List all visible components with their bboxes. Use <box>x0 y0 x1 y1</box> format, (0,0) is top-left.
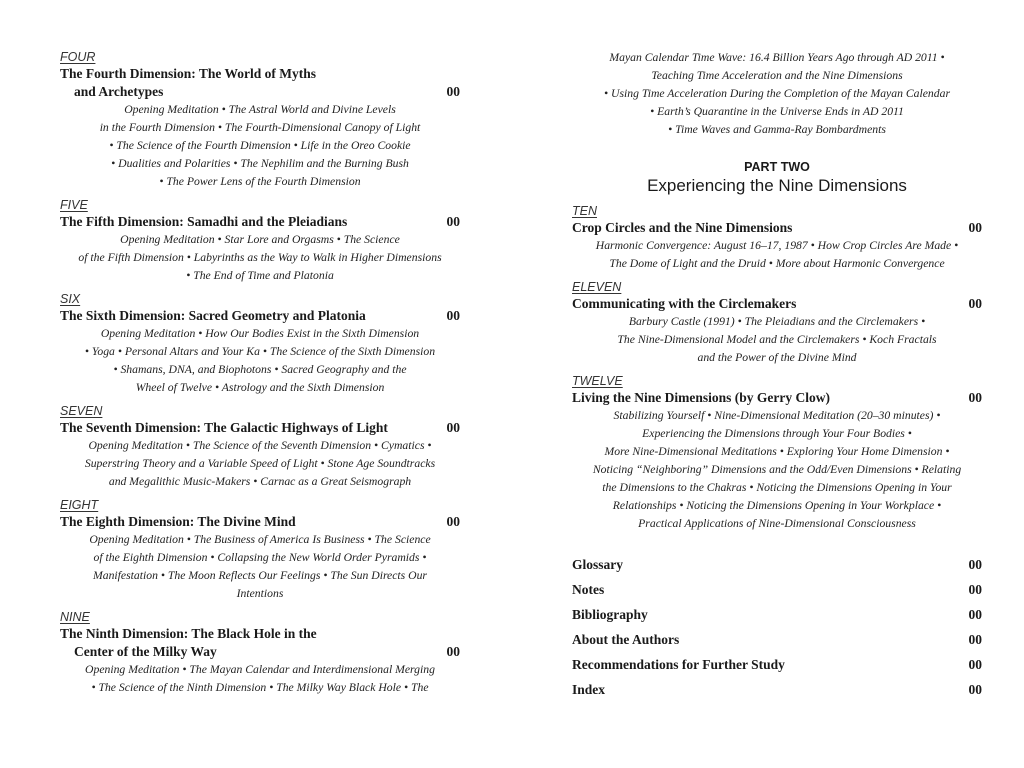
description-line: Wheel of Twelve • Astrology and the Sixth Dimension <box>135 381 385 394</box>
description-line: Stabilizing Yourself • Nine-Dimensional Meditation (20–30 minutes) • <box>613 409 941 422</box>
description-line: • The Power Lens of the Fourth Dimension <box>159 175 361 188</box>
part-two-chapters <box>572 204 982 533</box>
description-line: Superstring Theory and a Variable Speed of Light • Stone Age Soundtracks <box>84 457 436 470</box>
description-line: • Time Waves and Gamma-Ray Bombardments <box>668 123 886 136</box>
page-number: 00 <box>446 420 460 435</box>
description-line: • The End of Time and Platonia <box>186 269 334 282</box>
chapter-title[interactable] <box>60 419 438 437</box>
chapter-description <box>60 661 460 697</box>
page-number: 00 <box>446 214 460 229</box>
back-matter-list <box>572 552 982 702</box>
description-line: The Dome of Light and the Druid • More about Harmonic Convergence <box>609 257 945 270</box>
page-number: 00 <box>446 514 460 529</box>
description-line: of the Eighth Dimension • Collapsing the New World Order Pyramids • <box>93 551 427 564</box>
description-line: Harmonic Convergence: August 16–17, 1987 • How Crop Circles Are Made • <box>595 239 959 252</box>
chapter-description <box>60 231 460 285</box>
chapter-heading[interactable] <box>60 419 460 437</box>
description-line: • Dualities and Polarities • The Nephilim and the Burning Bush <box>111 157 409 170</box>
chapter-heading[interactable] <box>572 219 982 237</box>
chapter-title[interactable] <box>572 219 960 237</box>
description-line: Teaching Time Acceleration and the Nine Dimensions <box>651 69 903 82</box>
chapter-number: SEVEN <box>60 404 103 418</box>
back-matter-about-the-authors[interactable] <box>572 627 982 652</box>
chapter-title-line: Center of the Milky Way <box>74 644 217 659</box>
page-number: 00 <box>968 557 982 572</box>
toc-entry-five[interactable] <box>60 198 460 285</box>
back-matter-glossary[interactable] <box>572 552 982 577</box>
chapter-description <box>60 101 460 191</box>
description-line: Relationships • Noticing the Dimensions Opening in Your Workplace • <box>612 499 942 512</box>
chapter-title-line: Living the Nine Dimensions (by Gerry Clow) <box>572 390 830 405</box>
page-number: 00 <box>968 682 982 697</box>
description-line: The Nine-Dimensional Model and the Circlemakers • Koch Fractals <box>617 333 937 346</box>
page-number: 00 <box>446 84 460 99</box>
chapter-heading[interactable] <box>60 625 460 661</box>
chapter-description <box>572 407 982 533</box>
page-number: 00 <box>968 220 982 235</box>
left-toc-column <box>60 50 460 697</box>
description-line: the Dimensions to the Chakras • Noticing the Dimensions Opening in Your <box>602 481 952 494</box>
chapter-heading[interactable] <box>60 65 460 101</box>
description-line: and Megalithic Music-Makers • Carnac as a Great Seismograph <box>108 475 412 488</box>
back-matter-index[interactable] <box>572 677 982 702</box>
chapter-number: EIGHT <box>60 498 99 512</box>
chapter-title-line: The Ninth Dimension: The Black Hole in the <box>60 626 317 641</box>
toc-entry-nine[interactable] <box>60 610 460 697</box>
description-line: Noticing “Neighboring” Dimensions and the Odd/Even Dimensions • Relating <box>592 463 962 476</box>
description-line: More Nine-Dimensional Meditations • Exploring Your Home Dimension • <box>604 445 950 458</box>
back-matter-label: Recommendations for Further Study <box>572 657 785 672</box>
page-number: 00 <box>968 607 982 622</box>
back-matter-label: Notes <box>572 582 605 597</box>
chapter-description <box>572 313 982 367</box>
toc-entry-four[interactable] <box>60 50 460 191</box>
chapter-heading[interactable] <box>60 213 460 231</box>
description-line: Mayan Calendar Time Wave: 16.4 Billion Years Ago through AD 2011 • <box>609 51 945 64</box>
chapter-heading[interactable] <box>572 389 982 407</box>
continued-description <box>572 49 982 139</box>
chapter-number: SIX <box>60 292 81 306</box>
description-line: • The Science of the Ninth Dimension • The Milky Way Black Hole • The <box>91 681 429 694</box>
description-line: in the Fourth Dimension • The Fourth-Dimensional Canopy of Light <box>99 121 421 134</box>
toc-entry-six[interactable] <box>60 292 460 397</box>
description-line: • The Science of the Fourth Dimension • Life in the Oreo Cookie <box>109 139 411 152</box>
description-line: • Shamans, DNA, and Biophotons • Sacred Geography and the <box>113 363 407 376</box>
description-line: Experiencing the Dimensions through Your Four Bodies • <box>642 427 912 440</box>
description-line: Opening Meditation • The Astral World and Divine Levels <box>124 103 396 116</box>
chapter-title-line: and Archetypes <box>74 84 164 99</box>
description-line: Opening Meditation • Star Lore and Orgasms • The Science <box>120 233 400 246</box>
right-page <box>512 0 1024 768</box>
chapter-number: NINE <box>60 610 90 624</box>
chapter-title-line: Crop Circles and the Nine Dimensions <box>572 220 793 235</box>
chapter-number: TWELVE <box>572 374 623 388</box>
chapter-title-line: The Eighth Dimension: The Divine Mind <box>60 514 296 529</box>
back-matter-notes[interactable] <box>572 577 982 602</box>
chapter-description <box>60 325 460 397</box>
chapter-description <box>60 437 460 491</box>
page-number: 00 <box>968 632 982 647</box>
page-number: 00 <box>968 657 982 672</box>
chapter-heading[interactable] <box>60 307 460 325</box>
back-matter-label: Index <box>572 682 606 697</box>
page-number: 00 <box>968 296 982 311</box>
chapter-number: ELEVEN <box>572 280 622 294</box>
chapter-title[interactable] <box>572 295 960 313</box>
toc-entry-ten[interactable] <box>572 204 982 273</box>
part-title: Experiencing the Nine Dimensions <box>647 176 907 195</box>
back-matter-label: About the Authors <box>572 632 680 647</box>
page-number: 00 <box>968 390 982 405</box>
description-line: Opening Meditation • The Mayan Calendar and Interdimensional Merging <box>85 663 435 676</box>
chapter-title[interactable] <box>572 389 960 407</box>
chapter-title[interactable] <box>60 625 438 661</box>
description-line: Opening Meditation • The Business of America Is Business • The Science <box>89 533 431 546</box>
chapter-title-line: The Fourth Dimension: The World of Myths <box>60 66 317 81</box>
description-line: of the Fifth Dimension • Labyrinths as the Way to Walk in Higher Dimensions <box>78 251 442 264</box>
description-line: Opening Meditation • How Our Bodies Exist in the Sixth Dimension <box>100 327 420 340</box>
chapter-title[interactable] <box>60 65 438 101</box>
toc-entry-eight[interactable] <box>60 498 460 603</box>
page-number: 00 <box>446 308 460 323</box>
chapter-title[interactable] <box>60 213 438 231</box>
chapter-title[interactable] <box>60 513 438 531</box>
toc-entry-seven[interactable] <box>60 404 460 491</box>
toc-entry-eleven[interactable] <box>572 280 982 367</box>
description-line: • Yoga • Personal Altars and Your Ka • The Science of the Sixth Dimension <box>84 345 436 358</box>
chapter-title-line: The Seventh Dimension: The Galactic Highways of Light <box>60 420 388 435</box>
description-line: Practical Applications of Nine-Dimensional Consciousness <box>638 517 916 530</box>
chapter-title-line: The Fifth Dimension: Samadhi and the Pleiadians <box>60 214 348 229</box>
page-number: 00 <box>446 644 460 659</box>
part-label: PART TWO <box>744 160 810 174</box>
page-number: 00 <box>968 582 982 597</box>
chapter-number: FOUR <box>60 50 96 64</box>
chapter-heading[interactable] <box>60 513 460 531</box>
description-line: Opening Meditation • The Science of the Seventh Dimension • Cymatics • <box>88 439 432 452</box>
toc-entry-twelve[interactable] <box>572 374 982 533</box>
description-line: Barbury Castle (1991) • The Pleiadians and the Circlemakers • <box>628 315 926 328</box>
description-line: Manifestation • The Moon Reflects Our Feelings • The Sun Directs Our <box>93 569 427 582</box>
chapter-number: FIVE <box>60 198 88 212</box>
description-line: • Earth’s Quarantine in the Universe Ends in AD 2011 <box>650 105 904 118</box>
description-line: and the Power of the Divine Mind <box>697 351 857 364</box>
description-line: Intentions <box>236 587 284 600</box>
chapter-description <box>572 237 982 273</box>
back-matter-label: Bibliography <box>572 607 648 622</box>
description-line: • Using Time Acceleration During the Completion of the Mayan Calendar <box>603 87 951 100</box>
chapter-title-line: The Sixth Dimension: Sacred Geometry and Platonia <box>60 308 366 323</box>
chapter-number: TEN <box>572 204 597 218</box>
chapter-description <box>60 531 460 603</box>
back-matter-label: Glossary <box>572 557 624 572</box>
back-matter-recommendations-for-further-study[interactable] <box>572 652 982 677</box>
chapter-title-line: Communicating with the Circlemakers <box>572 296 797 311</box>
chapter-title[interactable] <box>60 307 438 325</box>
right-toc-column <box>572 49 982 702</box>
back-matter-bibliography[interactable] <box>572 602 982 627</box>
chapter-heading[interactable] <box>572 295 982 313</box>
